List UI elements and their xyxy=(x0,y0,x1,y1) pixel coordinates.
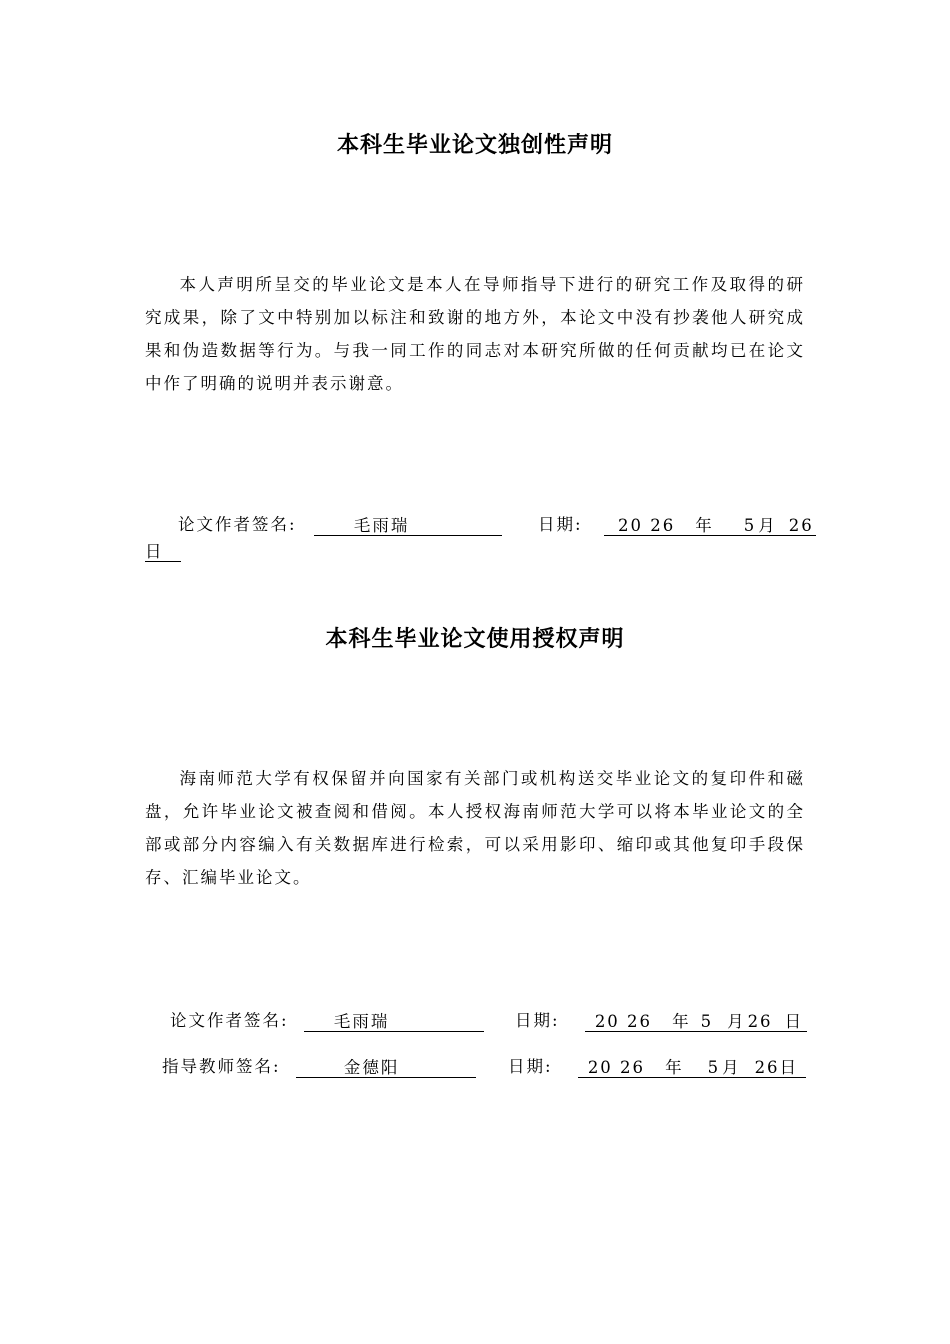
authorization-author-signature-line xyxy=(170,1010,484,1032)
date-underline xyxy=(578,1057,806,1078)
date-month-unit: 月 xyxy=(722,1058,741,1077)
date-year-unit: 年 xyxy=(672,1012,691,1031)
date-year-unit: 年 xyxy=(695,516,714,535)
authorization-advisor-date-line xyxy=(508,1056,806,1078)
originality-date-field xyxy=(604,514,816,536)
date-month: 5 xyxy=(707,1058,721,1077)
originality-paragraph xyxy=(145,268,805,400)
authorization-author-date-line xyxy=(515,1010,807,1032)
date-day-unit: 日 xyxy=(145,542,164,561)
date-day-unit-underline xyxy=(145,541,181,562)
authorization-paragraph xyxy=(145,762,805,894)
author-signature-name: 毛雨瑞 xyxy=(333,1012,390,1031)
originality-date-line xyxy=(538,514,583,536)
author-signature-name: 毛雨瑞 xyxy=(353,516,410,535)
author-signature-label: 论文作者签名: xyxy=(178,515,297,534)
date-underline xyxy=(585,1011,807,1032)
date-year: 20 26 xyxy=(618,516,676,535)
advisor-signature-field xyxy=(296,1057,476,1078)
date-day-unit: 日 xyxy=(779,1058,799,1077)
date-month-unit: 月 xyxy=(758,516,777,535)
authorization-advisor-signature-line xyxy=(162,1056,476,1078)
originality-author-signature-line xyxy=(178,514,502,536)
authorization-title: 本科生毕业论文使用授权声明 xyxy=(325,627,625,652)
author-signature-field xyxy=(304,1011,484,1032)
authorization-paragraph-text: 海南师范大学有权保留并向国家有关部门或机构送交毕业论文的复印件和磁盘，允许毕业论文被查阅和借阅。本人授权海南师范大学可以将本毕业论文的全部或部分内容编入有关数据库进行检索，可以采用影印、缩印或其他复印手段保存、汇编毕业论文。 xyxy=(145,769,805,887)
date-month: 5 xyxy=(743,516,757,535)
author-signature-label: 论文作者签名: xyxy=(170,1011,289,1030)
author-signature-field xyxy=(314,515,502,536)
date-year: 20 26 xyxy=(587,1058,646,1077)
date-label: 日期: xyxy=(515,1011,560,1030)
advisor-signature-name: 金德阳 xyxy=(343,1058,400,1077)
date-month-unit: 月 xyxy=(727,1012,746,1031)
date-day: 26 xyxy=(747,1012,773,1031)
date-underline xyxy=(604,515,816,536)
date-month: 5 xyxy=(700,1012,714,1031)
advisor-signature-label: 指导教师签名: xyxy=(162,1057,281,1076)
originality-title: 本科生毕业论文独创性声明 xyxy=(336,133,613,158)
originality-date-day-wrap xyxy=(145,540,181,562)
date-label: 日期: xyxy=(538,515,583,534)
originality-paragraph-text: 本人声明所呈交的毕业论文是本人在导师指导下进行的研究工作及取得的研究成果，除了文中特别加以标注和致谢的地方外，本论文中没有抄袭他人研究成果和伪造数据等行为。与我一同工作的同志对本研究所做的任何贡献均已在论文中作了明确的说明并表示谢意。 xyxy=(145,275,805,393)
date-day: 26 xyxy=(754,1058,780,1077)
date-label: 日期: xyxy=(508,1057,553,1076)
date-day-unit: 日 xyxy=(784,1012,804,1031)
date-day: 26 xyxy=(788,516,814,535)
date-year: 20 26 xyxy=(594,1012,653,1031)
date-year-unit: 年 xyxy=(665,1058,684,1077)
